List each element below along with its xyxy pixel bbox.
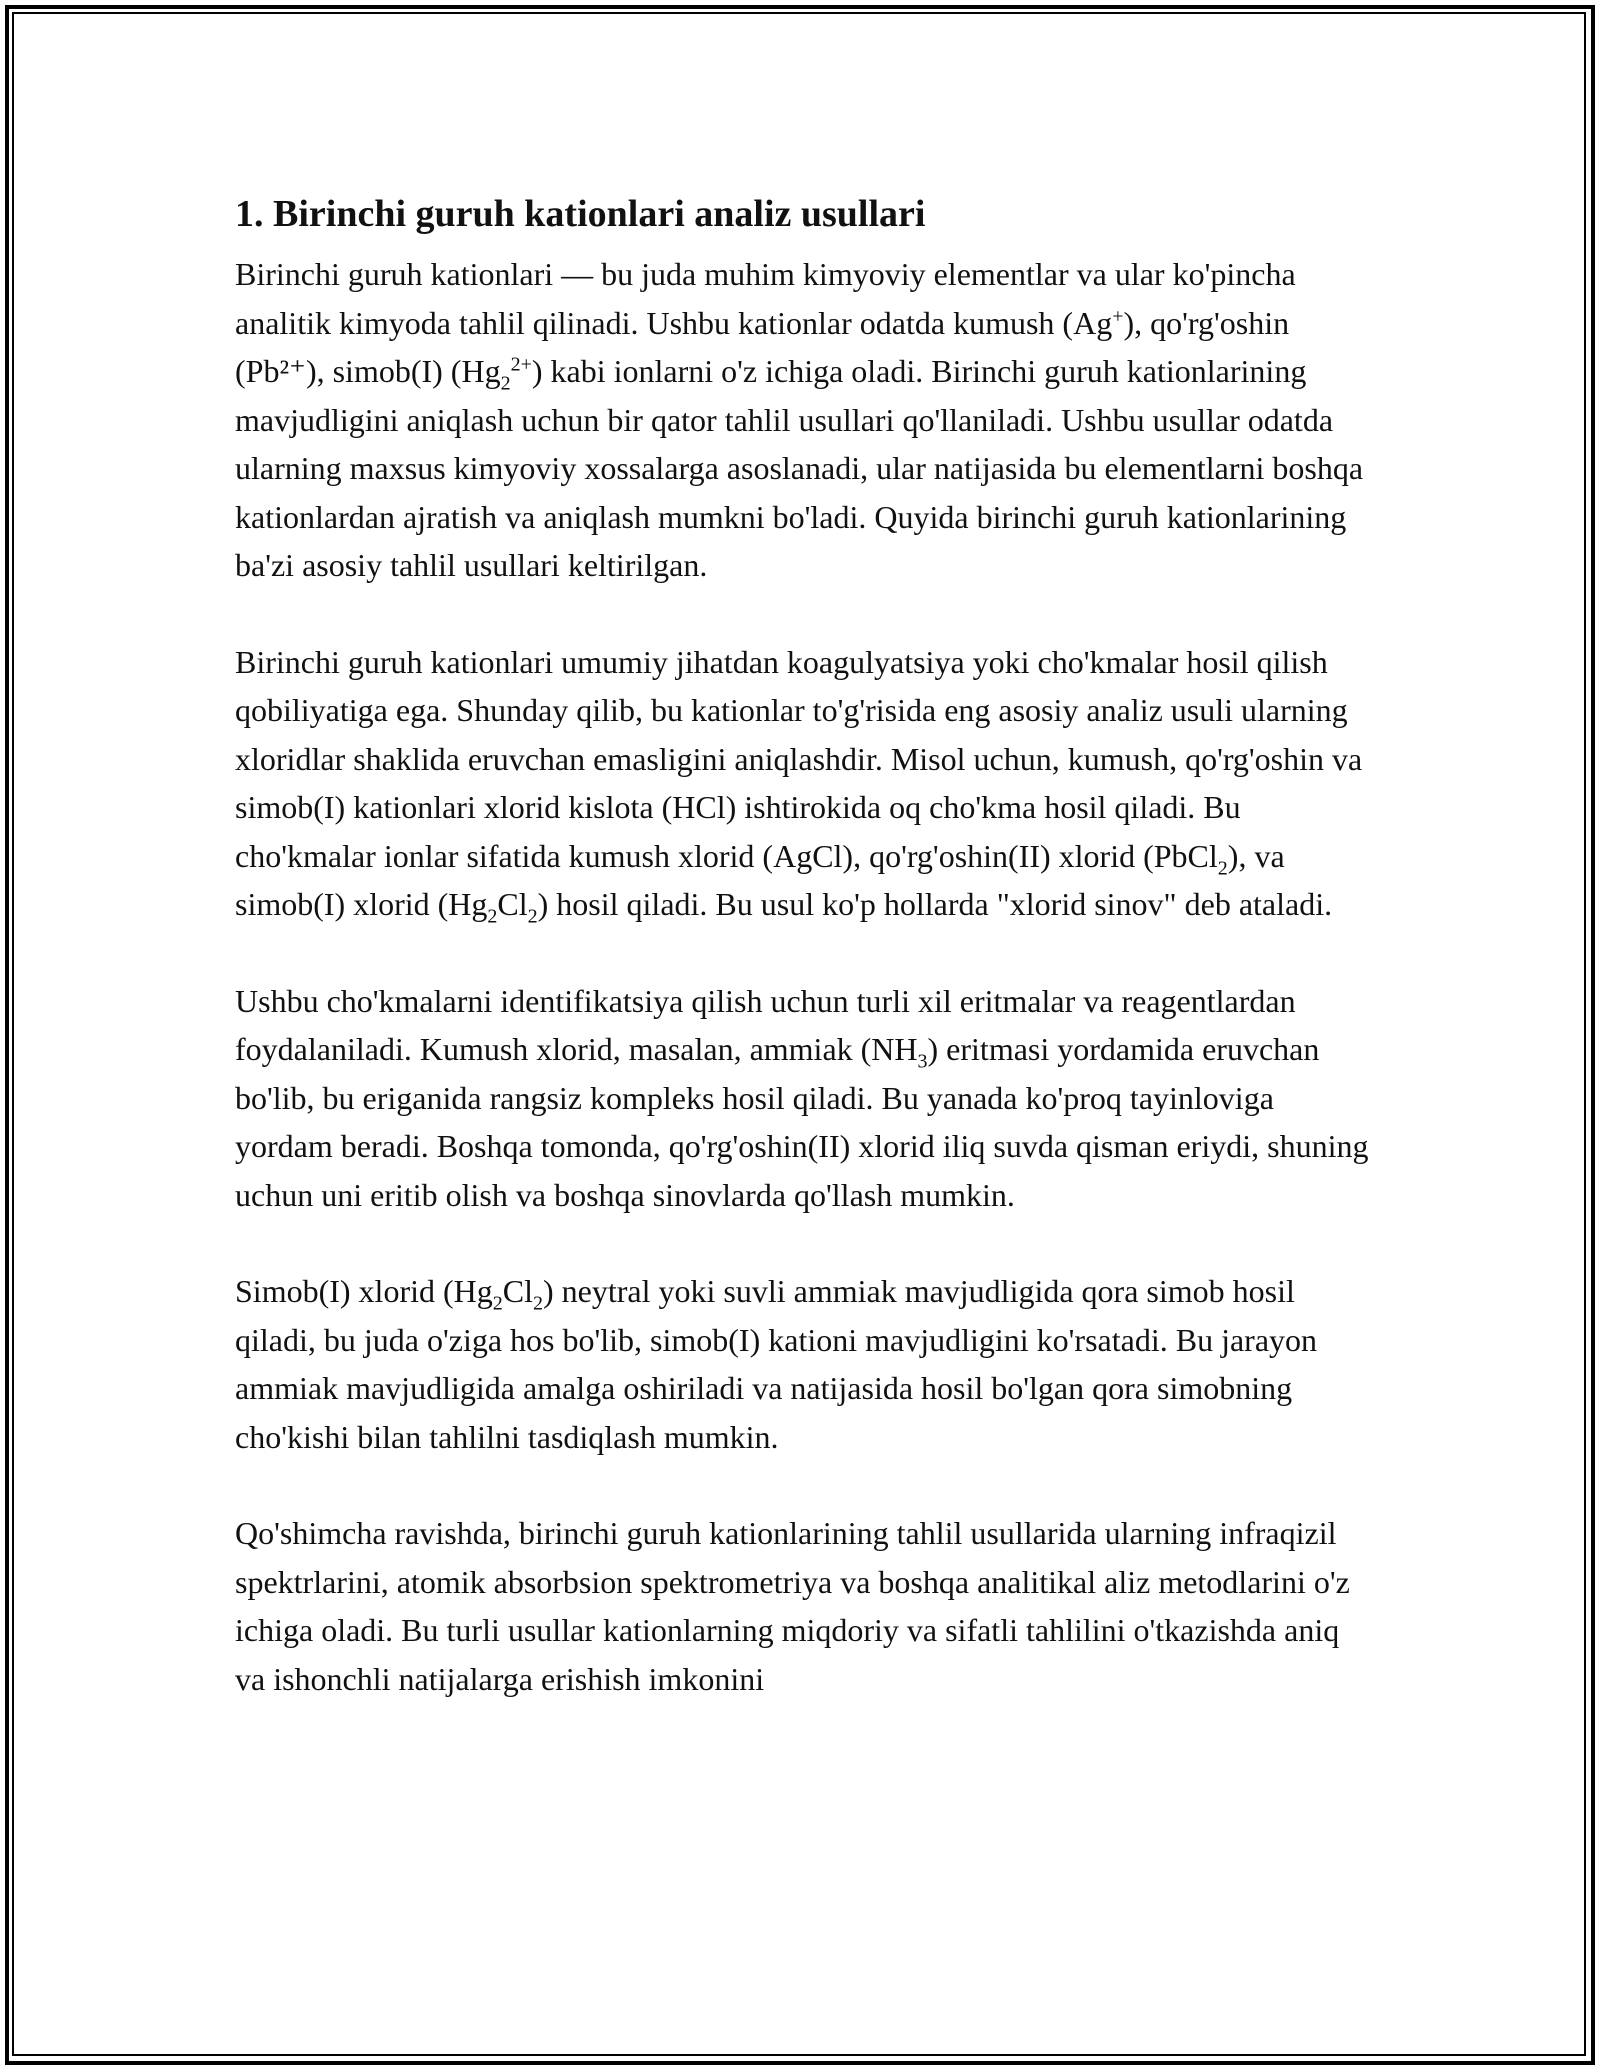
paragraph-2 bbox=[235, 638, 1375, 929]
text-run: Ushbu cho'kmalarni identifikatsiya qilish uchun turli xil eritmalar va reagentlardan foydalaniladi. Kumush xlorid, masalan, ammiak (NH bbox=[235, 982, 1296, 1067]
subscript: 2 bbox=[532, 1292, 543, 1315]
document-title: 1. Birinchi guruh kationlari analiz usullari bbox=[235, 193, 926, 235]
superscript: 2+ bbox=[510, 353, 532, 376]
paragraph-4 bbox=[235, 1267, 1375, 1461]
paragraph-1 bbox=[235, 250, 1375, 590]
text-run: ), va simob(I) xlorid (Hg bbox=[235, 837, 1285, 922]
subscript: 2 bbox=[527, 905, 538, 928]
text-run: Birinchi guruh kationlari umumiy jihatdan koagulyatsiya yoki cho'kmalar hosil qilish qobiliyatiga ega. Shunday qilib, bu kationlar to'g'risida eng asosiy analiz usuli ularning xloridlar shaklida eruvchan emasligini aniqlashdir. Misol uchun, kumush, qo'rg'oshin va simob(I) kationlari xlorid kislota (HCl) ishtirokida oq cho'kma hosil qiladi. Bu cho'kmalar ionlar sifatida kumush xlorid (AgCl), qo'rg'oshin(II) xlorid (PbCl bbox=[235, 643, 1363, 874]
text-run: ) kabi ionlarni o'z ichiga oladi. Birinchi guruh kationlarining mavjudligini aniqlash uchun bir qator tahlil usullari qo'llaniladi. Ushbu usullar odatda ularning maxsus kimyoviy xossalarga asoslanadi, ular natijasida bu elementlarni boshqa kationlardan ajratish va aniqlash mumkni bo'ladi. Quyida birinchi guruh kationlarining ba'zi asosiy tahlil usullari keltirilgan. bbox=[235, 353, 1364, 583]
text-run: Cl bbox=[497, 886, 528, 922]
subscript: 3 bbox=[917, 1050, 928, 1073]
text-run: Cl bbox=[502, 1273, 533, 1309]
subscript: 2 bbox=[1217, 856, 1228, 879]
paragraph-3 bbox=[235, 977, 1375, 1220]
subscript: 2 bbox=[487, 905, 498, 928]
subscript: 2 bbox=[492, 1292, 503, 1315]
text-run: Birinchi guruh kationlari — bu juda muhim kimyoviy elementlar va ular ko'pincha analitik kimyoda tahlil qilinadi. Ushbu kationlar odatda kumush (Ag bbox=[235, 256, 1296, 341]
text-run: ) neytral yoki suvli ammiak mavjudligida qora simob hosil qiladi, bu juda o'ziga hos bo'lib, simob(I) kationi mavjudligini ko'rsatadi. Bu jarayon ammiak mavjudligida amalga oshiriladi va natijasida hosil bo'lgan qora simobning cho'kishi bilan tahlilni tasdiqlash mumkin. bbox=[235, 1273, 1318, 1455]
subscript: 2 bbox=[500, 372, 511, 395]
text-run: ), qo'rg'oshin (Pb²⁺), simob(I) (Hg bbox=[235, 304, 1290, 389]
document-body bbox=[235, 188, 1375, 1751]
paragraph-5 bbox=[235, 1509, 1375, 1703]
superscript: + bbox=[1112, 304, 1124, 327]
text-run: Simob(I) xlorid (Hg bbox=[235, 1273, 493, 1309]
text-run: Qo'shimcha ravishda, birinchi guruh kationlarining tahlil usullarida ularning infraqizil spektrlarini, atomik absorbsion spektrometriya va boshqa analitikal aliz metodlarini o'z ichiga oladi. Bu turli usullar kationlarning miqdoriy va sifatli tahlilini o'tkazishda aniq va ishonchli natijalarga erishish imkonini bbox=[235, 1515, 1350, 1697]
text-run: ) eritmasi yordamida eruvchan bo'lib, bu eriganida rangsiz kompleks hosil qiladi. Bu yanada ko'proq tayinloviga yordam beradi. Boshqa tomonda, qo'rg'oshin(II) xlorid iliq suvda qisman eriydi, shuning uchun uni eritib olish va boshqa sinovlarda qo'llash mumkin. bbox=[235, 1031, 1369, 1213]
text-run: ) hosil qiladi. Bu usul ko'p hollarda "xlorid sinov" deb ataladi. bbox=[537, 886, 1333, 922]
